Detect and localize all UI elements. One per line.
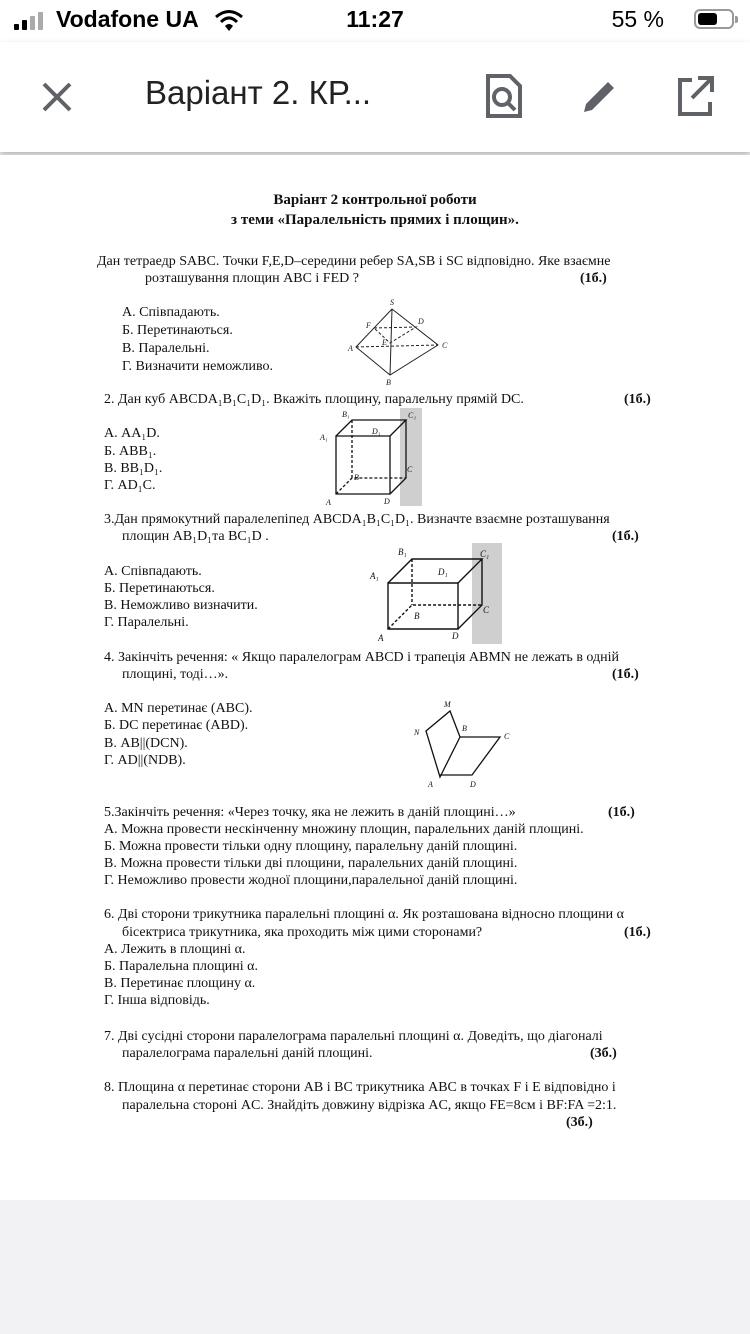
svg-text:A: A [378, 633, 384, 643]
q5-points: (1б.) [608, 805, 635, 820]
q2-option-c: В. BB₁D₁. [104, 461, 163, 476]
edit-icon[interactable] [578, 72, 622, 120]
q3-option-a: А. Співпадають. [104, 564, 202, 579]
parallelepiped-figure [366, 543, 502, 644]
svg-text:M: M [444, 700, 451, 709]
svg-text:B₁: B₁ [342, 410, 350, 419]
svg-text:D: D [418, 317, 424, 326]
q3-text-2: площин AB₁D₁та BC₁D . [122, 529, 269, 544]
q3-text: 3.Дан прямокутний паралелепіпед ABCDA₁B₁C₁D₁. Визначте взаємне розташування [104, 512, 610, 527]
status-bar [0, 0, 750, 42]
q6-option-d: Г. Інша відповідь. [104, 993, 210, 1008]
svg-text:N: N [414, 728, 420, 737]
trapezoid-figure [410, 697, 516, 789]
q1-text-2: розташування площин ABC і FED ? [145, 271, 359, 286]
q1-option-b: Б. Перетинаються. [122, 323, 233, 338]
q7-text-2: паралелограма паралельні даній площині. [122, 1046, 373, 1061]
svg-text:C: C [504, 732, 510, 741]
q3-points: (1б.) [612, 529, 639, 544]
q1-option-d: Г. Визначити неможливо. [122, 359, 274, 374]
clock: 11:27 [346, 6, 404, 32]
q7-text: 7. Дві сусідні сторони паралелограма паралельні площині α. Доведіть, що діагоналі [104, 1029, 603, 1044]
battery-percent: 55 % [611, 6, 664, 32]
tetrahedron-figure [340, 297, 458, 389]
svg-text:A: A [428, 780, 433, 789]
q8-text-2: паралельна стороні AC. Знайдіть довжину відрізка AC, якщо FE=8см і BF:FA =2:1. [122, 1098, 617, 1113]
q4-option-c: В. AB||(DCN). [104, 736, 188, 751]
carrier-name: Vodafone UA [56, 6, 199, 32]
q5-option-c: В. Можна провести тільки дві площини, паралельних даній площині. [104, 856, 518, 871]
svg-text:D: D [384, 497, 390, 506]
q1-points: (1б.) [580, 271, 607, 286]
svg-text:C₁: C₁ [408, 411, 417, 420]
q2-text: 2. Дан куб ABCDA₁B₁C₁D₁. Вкажіть площину, паралельну прямій DC. [104, 392, 524, 407]
svg-text:A: A [348, 344, 353, 353]
q6-option-c: В. Перетинає площину α. [104, 976, 256, 991]
q3-option-b: Б. Перетинаються. [104, 581, 215, 596]
q6-text: 6. Дві сторони трикутника паралельні площині α. Як розташована відносно площини α [104, 907, 624, 922]
doc-subheading: з теми «Паралельність прямих і площин». [231, 212, 519, 228]
q1-option-a: А. Співпадають. [122, 305, 220, 320]
q5-option-b: Б. Можна провести тільки одну площину, паралельну даній площині. [104, 839, 518, 854]
document-title: Варіант 2. КР... [145, 74, 372, 111]
open-external-icon[interactable] [674, 72, 718, 120]
svg-text:D₁: D₁ [372, 427, 381, 436]
svg-text:D₁: D₁ [438, 567, 448, 577]
q8-points: (3б.) [566, 1115, 593, 1130]
svg-text:C: C [483, 605, 490, 615]
svg-text:B: B [462, 724, 467, 733]
svg-text:A: A [326, 498, 331, 506]
svg-text:B: B [414, 611, 420, 621]
q1-option-c: В. Паралельні. [122, 341, 210, 356]
svg-text:D: D [452, 631, 459, 641]
svg-text:A₁: A₁ [320, 433, 328, 442]
q6-text-2: бісектриса трикутника, яка проходить між цими сторонами? [122, 925, 483, 940]
q8-text: 8. Площина α перетинає сторони AB і BC трикутника ABC в точках F і E відповідно і [104, 1080, 616, 1095]
q4-text: 4. Закінчіть речення: « Якщо паралелограм ABCD і трапеція ABMN не лежать в одній [104, 650, 620, 665]
cube-figure [318, 408, 422, 506]
svg-text:C: C [407, 465, 413, 474]
svg-text:S: S [390, 298, 394, 307]
document-page [0, 155, 750, 1200]
search-document-icon[interactable] [482, 72, 526, 120]
q2-points: (1б.) [624, 392, 651, 407]
q2-option-d: Г. AD₁C. [104, 478, 156, 493]
q6-points: (1б.) [624, 925, 651, 940]
q3-option-d: Г. Паралельні. [104, 615, 189, 630]
q4-option-b: Б. DC перетинає (ABD). [104, 718, 249, 733]
svg-text:D: D [470, 780, 476, 789]
battery-icon [694, 9, 734, 29]
close-icon[interactable] [36, 72, 80, 120]
svg-text:B₁: B₁ [398, 547, 407, 557]
svg-text:E: E [382, 338, 387, 347]
svg-text:C₁: C₁ [480, 549, 490, 559]
svg-text:B: B [354, 473, 359, 482]
doc-heading: Варіант 2 контрольної роботи [273, 192, 477, 208]
q3-option-c: В. Неможливо визначити. [104, 598, 258, 613]
q1-text: Дан тетраедр SABC. Точки F,E,D–середини ребер SA,SB і SC відповідно. Яке взаємне [97, 254, 611, 269]
q4-option-d: Г. AD||(NDB). [104, 753, 186, 768]
q2-option-a: А. AA₁D. [104, 426, 160, 441]
svg-text:B: B [386, 378, 391, 387]
q5-option-d: Г. Неможливо провести жодної площини,паралельної даній площині. [104, 873, 518, 888]
svg-text:A₁: A₁ [370, 571, 379, 581]
svg-text:C: C [442, 341, 448, 350]
q4-points: (1б.) [612, 667, 639, 682]
q6-option-b: Б. Паралельна площині α. [104, 959, 258, 974]
viewer-toolbar [0, 42, 750, 152]
q5-option-a: А. Можна провести нескінченну множину площин, паралельних даній площині. [104, 822, 584, 837]
q4-text-2: площині, тоді…». [122, 667, 229, 682]
svg-text:F: F [366, 321, 371, 330]
q5-text: 5.Закінчіть речення: «Через точку, яка не лежить в даній площині…» [104, 805, 516, 820]
q6-option-a: А. Лежить в площині α. [104, 942, 246, 957]
q4-option-a: А. MN перетинає (ABC). [104, 701, 253, 716]
q2-option-b: Б. ABB₁. [104, 444, 157, 459]
q7-points: (3б.) [590, 1046, 617, 1061]
